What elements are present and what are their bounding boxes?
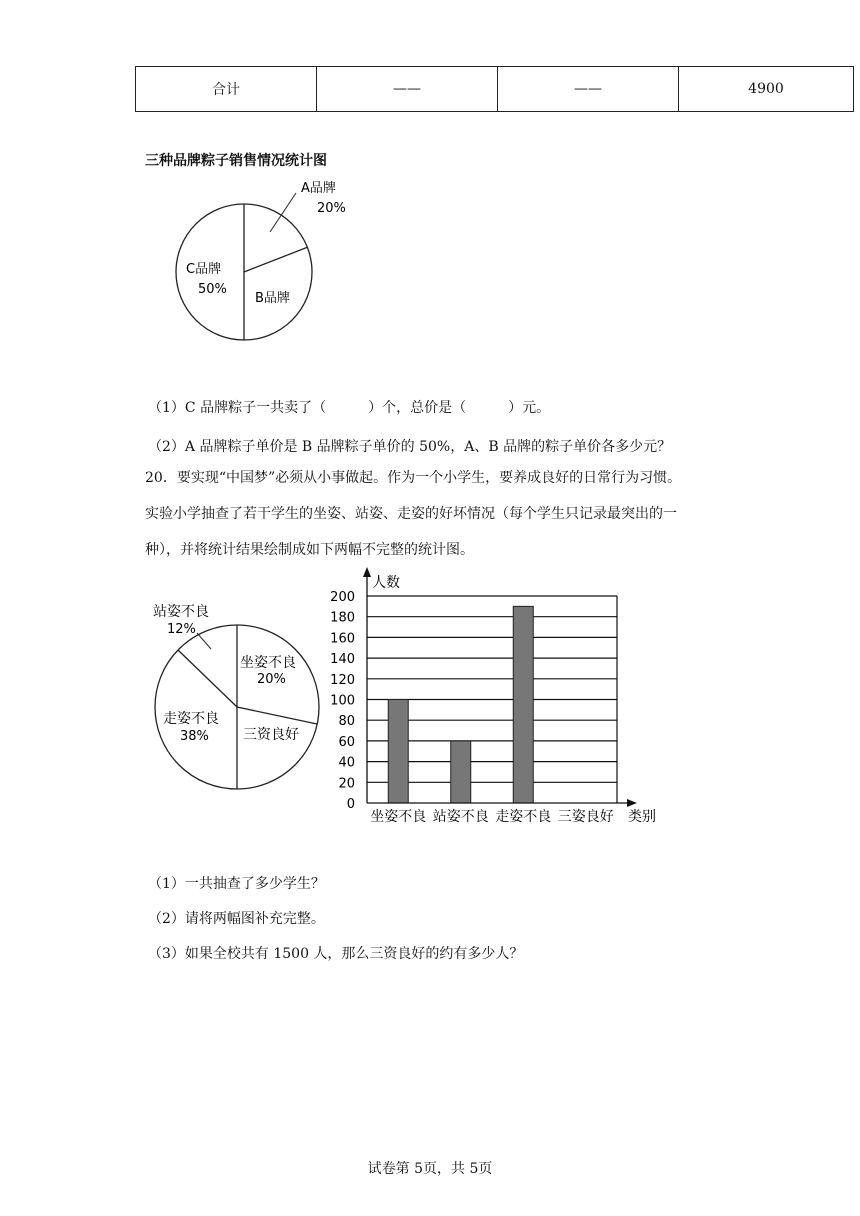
pie-label-sit: 坐姿不良 <box>240 655 296 671</box>
y-tick-label: 200 <box>330 590 355 605</box>
y-tick-label: 80 <box>338 714 355 730</box>
pie-pct-c: 50% <box>198 282 227 297</box>
x-axis-arrow-icon <box>627 799 637 807</box>
table-cell: —— <box>498 67 679 112</box>
y-tick-label: 180 <box>330 610 355 626</box>
posture-bar-chart <box>325 565 665 830</box>
question-text: （2）请将两幅图补充完整。 <box>148 911 325 927</box>
pie-label-a: A品牌 <box>301 181 336 196</box>
y-tick-label: 140 <box>330 652 355 668</box>
problem-text: 实验小学抽查了若干学生的坐姿、站姿、走姿的好坏情况（每个学生只记录最突出的一 <box>145 506 677 522</box>
row-label: 合计 <box>136 67 317 112</box>
problem-text: 种），并将统计结果绘制成如下两幅不完整的统计图。 <box>145 542 474 558</box>
total-cell: 4900 <box>679 67 854 112</box>
y-tick-label: 20 <box>338 776 355 792</box>
bar <box>388 700 408 804</box>
bar <box>513 606 533 803</box>
pie-pct-sit: 20% <box>257 672 286 687</box>
pie-pct-walk: 38% <box>180 729 209 744</box>
y-tick-label: 160 <box>330 631 355 647</box>
pie-divider <box>237 707 317 724</box>
y-tick-label: 0 <box>346 797 355 812</box>
pie-leader-line <box>270 193 296 232</box>
pie-label-walk: 走姿不良 <box>163 711 219 727</box>
pie-label-c: C品牌 <box>186 262 222 277</box>
question-text: （3）如果全校共有 1500 人，那么三资良好的约有多少人？ <box>148 946 524 962</box>
table-cell: —— <box>317 67 498 112</box>
pie-divider <box>244 247 308 272</box>
y-tick-label: 40 <box>338 755 355 771</box>
pie-leader-line <box>197 633 211 649</box>
y-tick-label: 60 <box>338 734 355 750</box>
y-tick-label: 100 <box>330 693 355 709</box>
y-axis-arrow-icon <box>363 567 371 577</box>
question-text: （1）一共抽查了多少学生？ <box>148 876 325 892</box>
chart-bars <box>388 606 533 803</box>
pie-pct-a: 20% <box>317 201 346 216</box>
x-category-label: 三姿良好 <box>557 809 614 825</box>
pie-label-stand: 站姿不良 <box>153 604 209 620</box>
x-axis-labels <box>370 808 614 825</box>
problem-text: 20．要实现“中国梦”必须从小事做起。作为一个小学生，要养成良好的日常行为习惯。 <box>145 470 682 486</box>
x-category-label: 走姿不良 <box>495 809 552 825</box>
pie-label-b: B品牌 <box>255 291 290 306</box>
pie-divider <box>178 650 237 707</box>
pie-pct-stand: 12% <box>167 622 196 637</box>
posture-pie-chart <box>145 595 335 825</box>
y-tick-label: 120 <box>330 672 355 688</box>
pie-label-good: 三资良好 <box>243 727 299 743</box>
x-axis-label: 类别 <box>628 809 656 825</box>
summary-table <box>135 66 854 112</box>
table-row <box>136 67 854 112</box>
brand-pie-chart <box>170 175 370 350</box>
page-footer: 试卷第 5页，共 5页 <box>367 1161 493 1177</box>
question-text: （1）C 品牌粽子一共卖了（ ）个，总价是（ ）元。 <box>148 400 551 416</box>
bar <box>451 741 471 803</box>
x-category-label: 坐姿不良 <box>370 809 427 825</box>
y-axis-ticks <box>330 590 355 812</box>
x-category-label: 站姿不良 <box>432 809 489 825</box>
chart-title: 三种品牌粽子销售情况统计图 <box>145 153 327 169</box>
question-text: （2）A 品牌粽子单价是 B 品牌粽子单价的 50%，A、B 品牌的粽子单价各多少元？ <box>148 439 672 455</box>
y-axis-label: 人数 <box>372 575 400 591</box>
